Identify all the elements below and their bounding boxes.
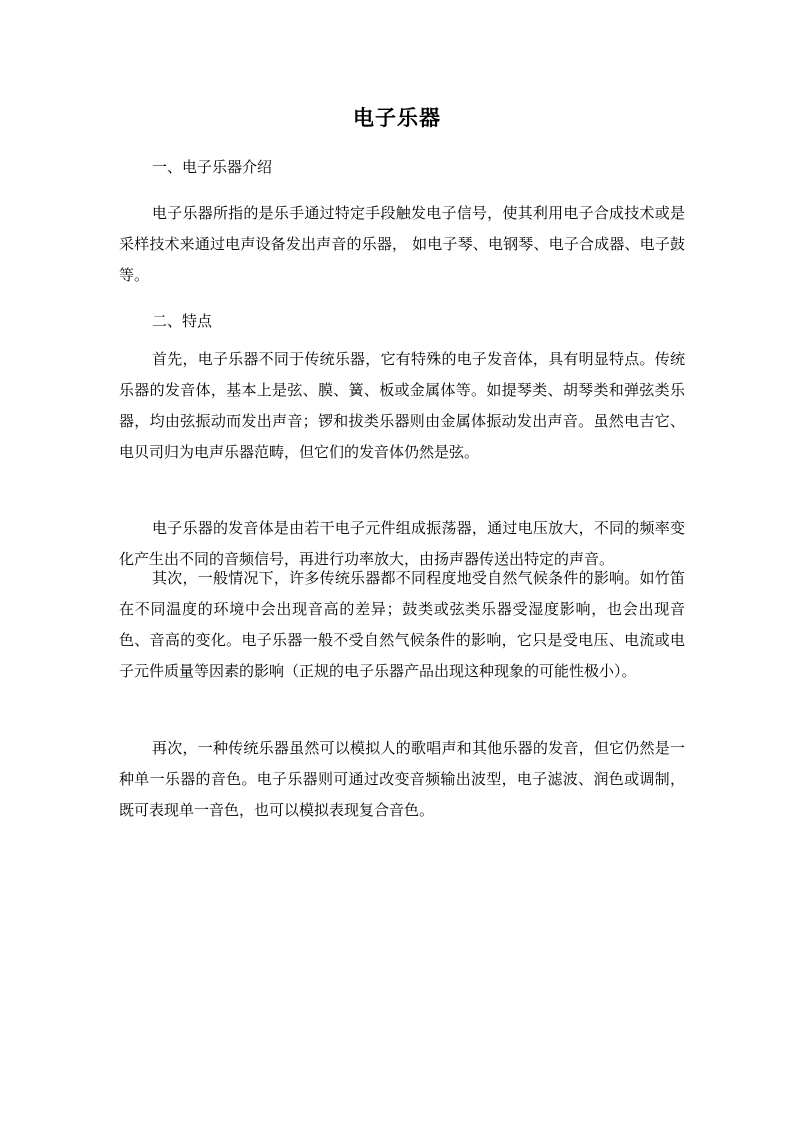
document-title: 电子乐器: [353, 106, 441, 130]
section-heading-introduction: 一、电子乐器介绍: [152, 158, 273, 176]
paragraph-introduction: 电子乐器所指的是乐手通过特定手段触发电子信号，使其利用电子合成技术或是采样技术来通过电声设备发出声音的乐器， 如电子琴、电钢琴、电子合成器、电子鼓等。: [119, 204, 685, 284]
paragraph-features-2: 电子乐器的发音体是由若干电子元件组成振荡器，通过电压放大，不同的频率变化产生出不同的音频信号，再进行功率放大，由扬声器传送出特定的声音。: [119, 519, 685, 568]
paragraph-features-1: 首先，电子乐器不同于传统乐器，它有特殊的电子发音体，具有明显特点。传统乐器的发音体，基本上是弦、膜、簧、板或金属体等。如提琴类、胡琴类和弹弦类乐器，均由弦振动而发出声音；锣和拔类乐器则由金属体振动发出声音。虽然电吉它、电贝司归为电声乐器范畴，但它们的发音体仍然是弦。: [119, 350, 685, 461]
paragraph-features-4: 再次，一种传统乐器虽然可以模拟人的歌唱声和其他乐器的发音，但它仍然是一种单一乐器的音色。电子乐器则可通过改变音频输出波型，电子滤波、润色或调制，既可表现单一音色，也可以模拟表现复合音色。: [119, 739, 685, 819]
paragraph-features-3: 其次，一般情况下，许多传统乐器都不同程度地受自然气候条件的影响。如竹笛在不同温度的环境中会出现音高的差异；鼓类或弦类乐器受湿度影响，也会出现音色、音高的变化。电子乐器一般不受自然气候条件的影响，它只是受电压、电流或电子元件质量等因素的影响（正规的电子乐器产品出现这种现象的可能性极小）。: [119, 569, 685, 680]
section-heading-features: 二、特点: [152, 312, 213, 330]
